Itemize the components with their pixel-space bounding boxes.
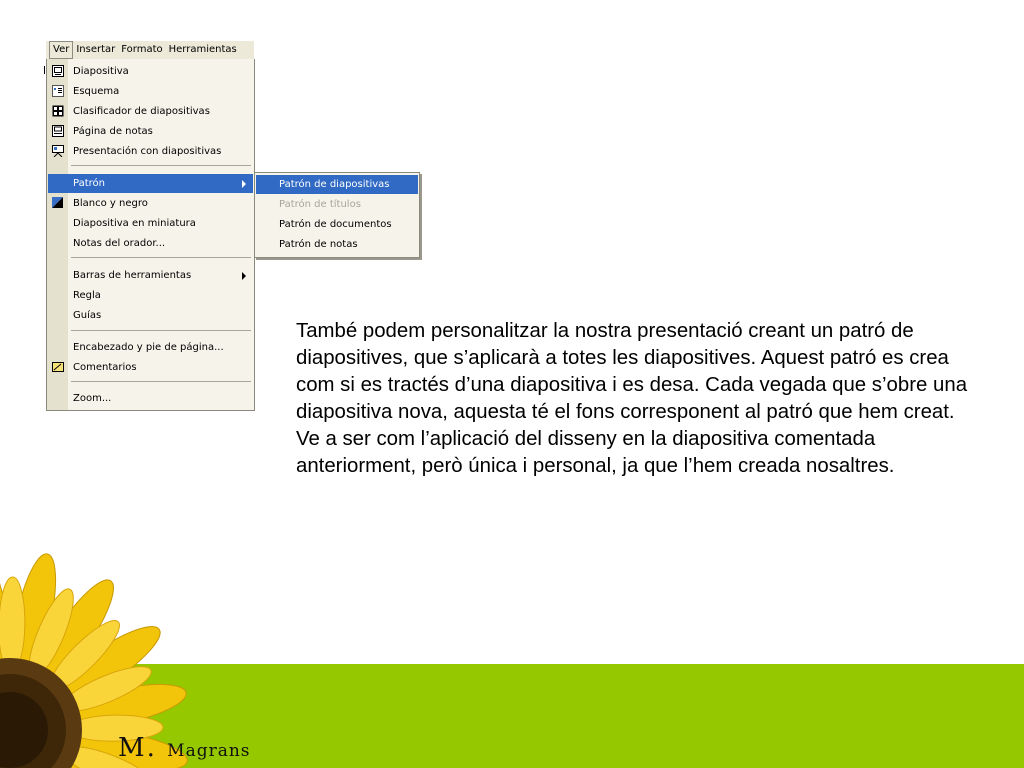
outline-icon — [52, 85, 64, 97]
menu-item-guias[interactable] — [48, 306, 253, 325]
submenu-item-patron-diapositivas[interactable] — [256, 175, 418, 194]
menu-item-label: Barras de herramientas — [73, 270, 192, 281]
menu-herramientas[interactable]: Herramientas — [168, 44, 237, 55]
menu-item-diapositiva[interactable] — [48, 62, 253, 81]
menu-item-label: Guías — [73, 310, 102, 321]
submenu-arrow-icon — [242, 180, 246, 188]
menu-item-label: Notas del orador... — [73, 238, 166, 249]
menu-item-label: Diapositiva — [73, 66, 129, 77]
slideshow-icon — [52, 145, 64, 157]
menu-item-notas-orador[interactable] — [48, 234, 253, 253]
menu-separator — [71, 381, 251, 382]
menu-item-blanco-negro[interactable] — [48, 194, 253, 213]
submenu-item-label: Patrón de títulos — [279, 199, 361, 210]
submenu-arrow-icon — [242, 272, 246, 280]
menu-item-label: Esquema — [73, 86, 120, 97]
submenu-item-patron-documentos[interactable] — [256, 215, 418, 234]
menu-item-label: Zoom... — [73, 393, 112, 404]
logo-first: M. — [118, 733, 157, 763]
menu-item-miniatura[interactable] — [48, 214, 253, 233]
submenu-item-label: Patrón de diapositivas — [279, 179, 390, 190]
menu-item-label: Encabezado y pie de página... — [73, 342, 224, 353]
menu-item-label: Blanco y negro — [73, 198, 148, 209]
toolbar-edge — [44, 66, 45, 74]
submenu-item-patron-titulos — [256, 195, 418, 214]
menu-item-label: Diapositiva en miniatura — [73, 218, 196, 229]
menu-item-comentarios[interactable] — [48, 358, 253, 377]
menu-ver[interactable]: Ver — [49, 41, 73, 59]
sunflower-image — [0, 520, 240, 768]
menu-item-label: Regla — [73, 290, 101, 301]
sorter-icon — [52, 105, 64, 117]
slide-icon — [52, 65, 64, 77]
menu-item-patron[interactable] — [48, 174, 253, 193]
submenu-item-patron-notas[interactable] — [256, 235, 418, 254]
menu-separator — [71, 257, 251, 258]
menu-item-pagina-notas[interactable] — [48, 122, 253, 141]
menu-item-encabezado[interactable] — [48, 338, 253, 357]
body-paragraph: També podem personalitzar la nostra presentació creant un patró de diapositives, que s’aplicarà a totes les diapositives. Aquest patró es crea com si es tractés d’una diapositiva i es desa. Cada vegada que s’obre una diapositiva nova, aquesta té el fons corresponent al patró que hem creat. Ve a ser com l’aplicació del disseny en la diapositiva comentada anteriorment, però única i personal, ja que l’hem creada nosaltres. — [296, 320, 968, 477]
menu-item-label: Página de notas — [73, 126, 153, 137]
submenu-item-label: Patrón de notas — [279, 239, 358, 250]
menu-item-clasificador[interactable] — [48, 102, 253, 121]
menu-item-label: Clasificador de diapositivas — [73, 106, 210, 117]
menu-item-label: Presentación con diapositivas — [73, 146, 222, 157]
menu-separator — [71, 165, 251, 166]
menu-insertar[interactable]: Insertar — [76, 44, 116, 55]
submenu-item-label: Patrón de documentos — [279, 219, 392, 230]
ver-dropdown-menu — [46, 59, 255, 411]
menu-item-regla[interactable] — [48, 286, 253, 305]
menu-item-zoom[interactable] — [48, 389, 253, 408]
menu-separator — [71, 330, 251, 331]
menu-formato[interactable]: Formato — [121, 44, 163, 55]
menu-bar — [46, 40, 254, 59]
menu-item-barras-herramientas[interactable] — [48, 266, 253, 285]
comments-icon — [52, 361, 64, 373]
patron-submenu — [254, 172, 420, 258]
menu-item-label: Comentarios — [73, 362, 137, 373]
menu-item-presentacion[interactable] — [48, 142, 253, 161]
author-logo — [118, 733, 251, 763]
menu-item-label: Patrón — [73, 178, 105, 189]
notes-page-icon — [52, 125, 64, 137]
logo-last: Magrans — [167, 741, 251, 761]
black-white-icon — [52, 197, 64, 209]
menu-item-esquema[interactable] — [48, 82, 253, 101]
